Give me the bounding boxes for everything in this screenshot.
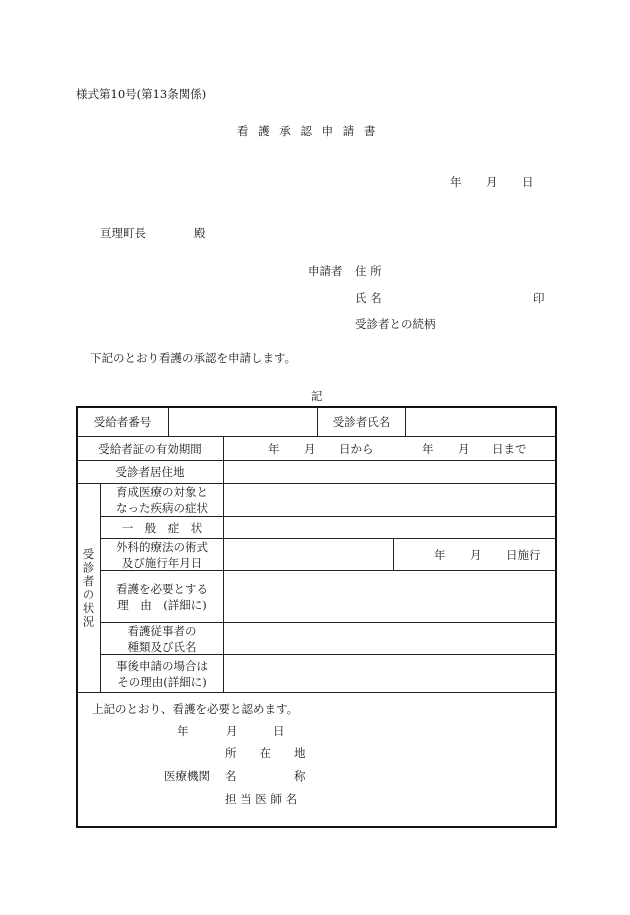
approval-day: 日 bbox=[273, 724, 285, 738]
form-number: 様式第10号(第13条関係) bbox=[76, 87, 207, 101]
disease-symptoms-label: 育成医療の対象と なった疾病の症状 bbox=[116, 485, 208, 515]
approval-statement: 上記のとおり、看護を必要と認めます。 bbox=[92, 702, 299, 716]
seal-mark: 印 bbox=[533, 291, 545, 305]
nursing-reason-field[interactable] bbox=[224, 571, 556, 622]
period-start-month: 月 bbox=[304, 442, 316, 456]
patient-status-section-label: 受診者の状況 bbox=[81, 547, 96, 629]
surgery-day: 日施行 bbox=[506, 548, 541, 562]
applicant-address-label: 住 所 bbox=[355, 264, 382, 278]
patient-name-label: 受診者氏名 bbox=[332, 414, 391, 429]
validity-period-field[interactable] bbox=[224, 437, 556, 460]
recipient-number-field[interactable] bbox=[169, 407, 317, 436]
ki-heading: 記 bbox=[311, 389, 323, 403]
surgery-month: 月 bbox=[470, 548, 482, 562]
medical-facility-label: 医療機関 bbox=[164, 769, 210, 783]
date-month: 月 bbox=[486, 175, 498, 189]
post-application-reason-field[interactable] bbox=[224, 655, 556, 692]
request-statement: 下記のとおり看護の承認を申請します。 bbox=[90, 351, 297, 365]
recipient-number-label: 受給者番号 bbox=[93, 414, 152, 429]
addressee-name: 亘理町長 bbox=[100, 226, 146, 240]
patient-name-field[interactable] bbox=[406, 407, 556, 436]
surgery-method-label: 外科的療法の術式 及び施行年月日 bbox=[116, 539, 208, 570]
general-symptoms-label: 一 般 症 状 bbox=[121, 520, 203, 535]
facility-location-label: 所 在 地 bbox=[225, 746, 306, 760]
addressee-honorific: 殿 bbox=[194, 226, 206, 240]
applicant-label: 申請者 bbox=[308, 264, 343, 278]
date-year: 年 bbox=[450, 175, 462, 189]
nurse-info-field[interactable] bbox=[224, 623, 556, 654]
period-end-day: 日まで bbox=[492, 442, 527, 456]
document-title: 看 護 承 認 申 請 書 bbox=[237, 124, 379, 138]
surgery-method-field[interactable] bbox=[224, 539, 393, 570]
surgery-date-field[interactable] bbox=[394, 539, 556, 570]
period-end-year: 年 bbox=[422, 442, 434, 456]
general-symptoms-field[interactable] bbox=[224, 517, 556, 538]
approval-month: 月 bbox=[226, 724, 238, 738]
attending-doctor-label: 担 当 医 師 名 bbox=[225, 792, 298, 806]
approval-year: 年 bbox=[177, 724, 189, 738]
period-start-year: 年 bbox=[268, 442, 280, 456]
validity-period-label: 受給者証の有効期間 bbox=[98, 441, 202, 456]
facility-name-label: 名 称 bbox=[225, 769, 306, 783]
post-application-reason-label: 事後申請の場合は その理由(詳細に) bbox=[116, 658, 208, 689]
period-start-day: 日から bbox=[339, 442, 374, 456]
applicant-name-label: 氏 名 bbox=[355, 291, 382, 305]
patient-residence-field[interactable] bbox=[224, 461, 556, 483]
surgery-year: 年 bbox=[434, 548, 446, 562]
date-day: 日 bbox=[522, 175, 534, 189]
nursing-reason-label: 看護を必要とする 理 由 (詳細に) bbox=[116, 581, 208, 612]
period-end-month: 月 bbox=[458, 442, 470, 456]
patient-residence-label: 受診者居住地 bbox=[115, 465, 185, 479]
applicant-relation-label: 受診者との続柄 bbox=[355, 317, 436, 331]
nurse-info-label: 看護従事者の 種類及び氏名 bbox=[127, 623, 197, 654]
disease-symptoms-field[interactable] bbox=[224, 484, 556, 516]
